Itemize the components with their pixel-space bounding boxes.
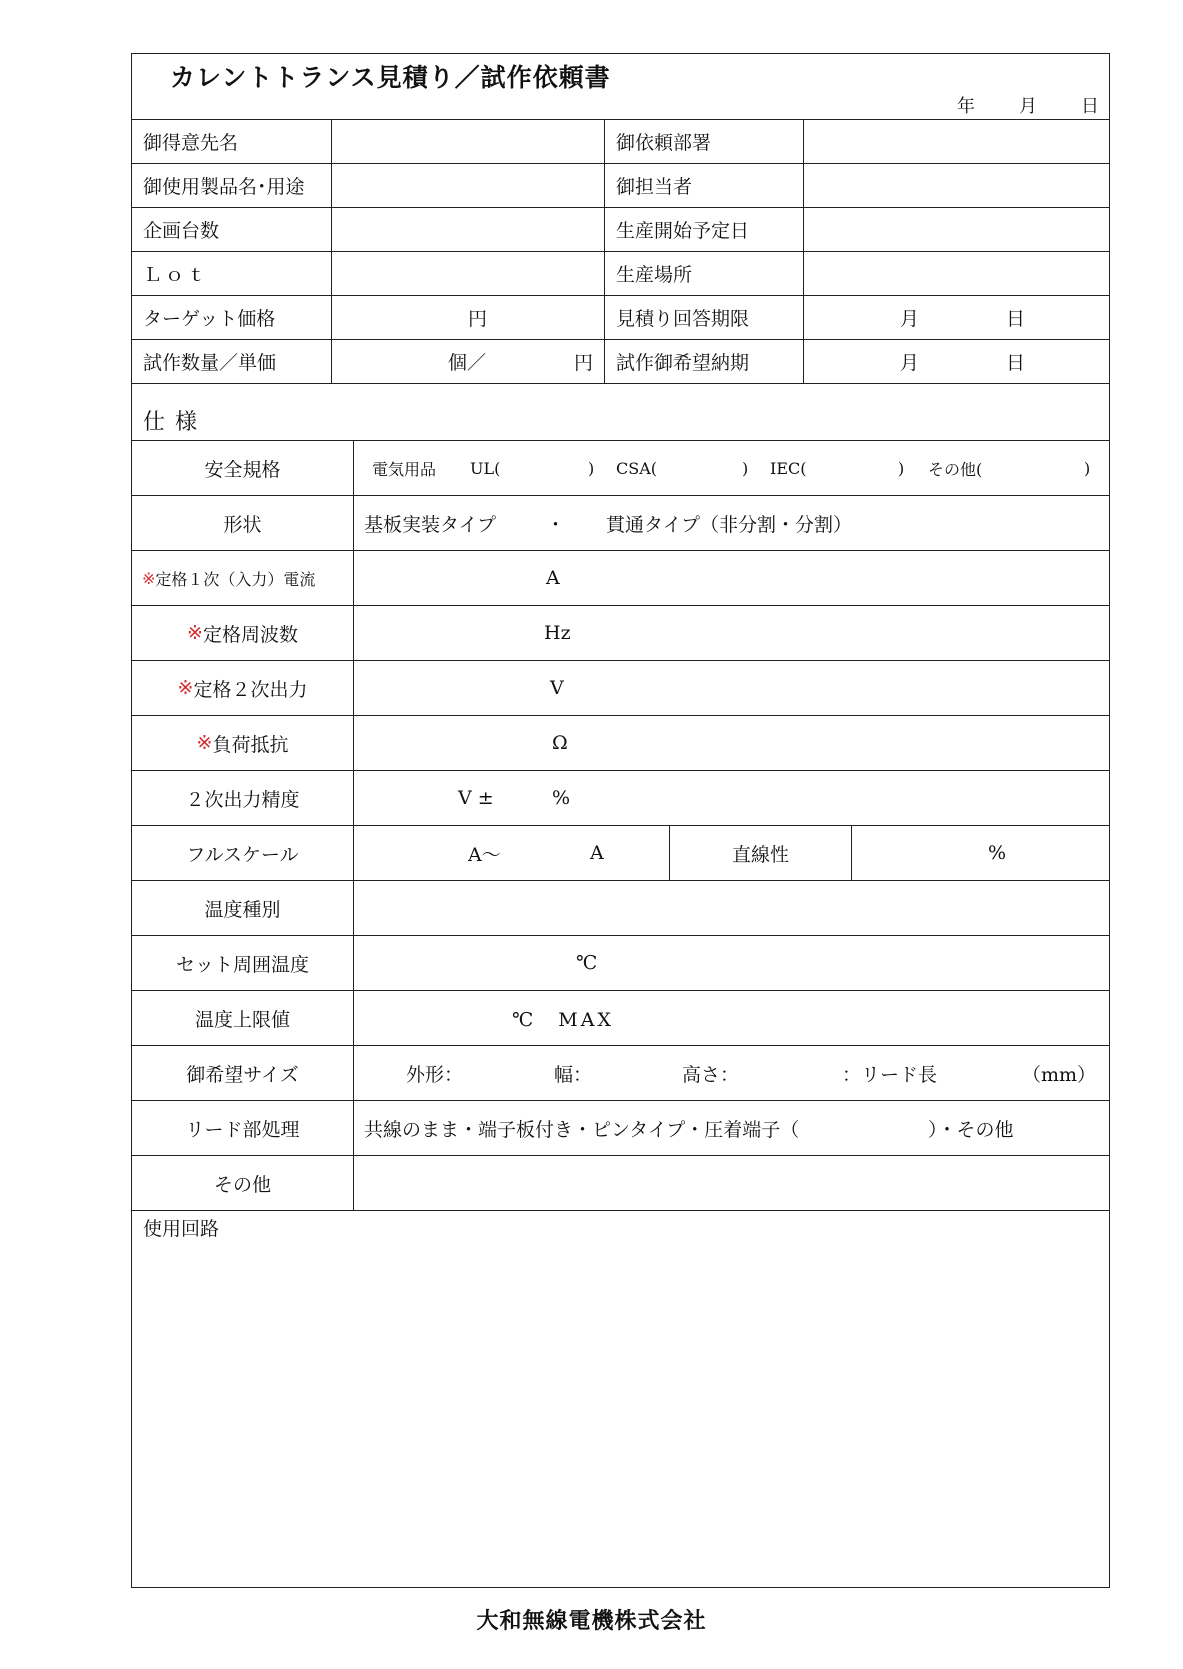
- date-field[interactable]: [957, 92, 1099, 118]
- input-temp-limit[interactable]: [353, 991, 1109, 1045]
- label-temp-limit: 温度上限値: [194, 1008, 290, 1031]
- size-lead-length: ：リード長: [842, 1063, 938, 1086]
- secondary-output-unit: V: [550, 677, 564, 699]
- safety-csa-close: ): [742, 458, 749, 478]
- safety-other-close: ): [1084, 458, 1091, 478]
- label-target-price: ターゲット価格: [143, 308, 276, 330]
- label-product: 御使用製品名･用途: [143, 176, 305, 198]
- spec-row-accuracy: [132, 771, 1109, 826]
- label-dept: 御依頼部署: [604, 120, 803, 163]
- spec-row-safety: [132, 441, 1109, 496]
- quote-day: 日: [1006, 308, 1026, 330]
- primary-current-label-text: 定格１次（入力）電流: [155, 569, 316, 589]
- size-width: 幅：: [554, 1063, 593, 1086]
- label-lot: Ｌｏｔ: [143, 264, 210, 286]
- input-linearity[interactable]: [851, 826, 1109, 880]
- safety-iec-close: ): [898, 458, 905, 478]
- info-row-price: [132, 296, 1109, 340]
- label-full-scale: フルスケール: [186, 843, 299, 866]
- input-person[interactable]: [803, 164, 1109, 207]
- input-customer[interactable]: [331, 120, 604, 163]
- target-price-unit: 円: [468, 308, 488, 330]
- spec-row-lead: [132, 1101, 1109, 1156]
- form-title: カレントトランス見積り／試作依頼書: [170, 63, 611, 92]
- label-size: 御希望サイズ: [186, 1063, 299, 1086]
- delivery-day: 日: [1006, 352, 1026, 374]
- info-row-proto: [132, 340, 1109, 384]
- input-temp-class[interactable]: [353, 881, 1109, 935]
- label-quote-deadline: 見積り回答期限: [604, 296, 803, 339]
- label-frequency: [132, 606, 353, 660]
- safety-iec: IEC(: [770, 458, 807, 478]
- input-lead[interactable]: [353, 1101, 1109, 1155]
- input-other[interactable]: [353, 1156, 1109, 1210]
- size-height: 高さ：: [682, 1063, 740, 1086]
- date-month: 月: [1019, 96, 1037, 117]
- full-scale-unit-from: A～: [468, 843, 501, 866]
- spec-row-other: [132, 1156, 1109, 1211]
- spec-row-frequency: [132, 606, 1109, 661]
- proto-price-unit: 円: [574, 352, 594, 374]
- delivery-month: 月: [900, 352, 920, 374]
- primary-current-unit: A: [546, 567, 560, 589]
- input-load-resistance[interactable]: [353, 716, 1109, 770]
- size-outer: 外形：: [406, 1063, 464, 1086]
- lead-options: 共線のまま・端子板付き・ピンタイプ・圧着端子（: [364, 1118, 800, 1141]
- company-name: 大和無線電機株式会社: [476, 1609, 707, 1634]
- spec-title: 仕様: [143, 410, 208, 435]
- form-header: [132, 54, 1109, 120]
- circuit-label: 使用回路: [143, 1218, 220, 1240]
- label-proto-delivery: 試作御希望納期: [604, 340, 803, 383]
- full-scale-unit-to: A: [590, 842, 604, 864]
- linearity-unit: %: [988, 842, 1007, 864]
- label-secondary-output: [132, 661, 353, 715]
- input-quote-deadline[interactable]: [803, 296, 1109, 339]
- label-accuracy: ２次出力精度: [185, 788, 300, 811]
- shape-board-mount[interactable]: 基板実装タイプ: [364, 513, 497, 536]
- circuit-area[interactable]: [132, 1210, 1109, 1587]
- input-production-place[interactable]: [803, 252, 1109, 295]
- label-production-start: 生産開始予定日: [604, 208, 803, 251]
- label-other: その他: [213, 1173, 271, 1196]
- label-shape: 形状: [223, 513, 262, 536]
- input-accuracy[interactable]: [353, 771, 1109, 825]
- label-safety: 安全規格: [204, 458, 281, 481]
- safety-ul: UL(: [470, 458, 501, 478]
- input-planned-units[interactable]: [331, 208, 604, 251]
- required-mark: ※: [187, 622, 203, 644]
- input-lot[interactable]: [331, 252, 604, 295]
- label-planned-units: 企画台数: [143, 220, 220, 242]
- spec-row-load-resistance: [132, 716, 1109, 771]
- info-row-customer: [132, 120, 1109, 164]
- input-secondary-output[interactable]: [353, 661, 1109, 715]
- input-full-scale[interactable]: [353, 826, 669, 880]
- proto-qty-unit: 個／: [448, 352, 487, 374]
- info-row-product: [132, 164, 1109, 208]
- label-customer: 御得意先名: [143, 132, 239, 154]
- input-target-price[interactable]: [331, 296, 604, 339]
- input-ambient-temp[interactable]: [353, 936, 1109, 990]
- label-person: 御担当者: [604, 164, 803, 207]
- safety-elec: 電気用品: [372, 459, 437, 479]
- info-row-lot: [132, 252, 1109, 296]
- spec-row-primary-current: [132, 551, 1109, 606]
- spec-row-shape: [132, 496, 1109, 551]
- frequency-unit: Hz: [544, 622, 571, 644]
- input-shape[interactable]: [353, 496, 1109, 550]
- safety-ul-close: ): [588, 458, 595, 478]
- accuracy-unit-percent: %: [552, 787, 571, 809]
- spec-row-size: [132, 1046, 1109, 1101]
- spec-row-full-scale: [132, 826, 1109, 881]
- temp-limit-unit: ℃ MAX: [512, 1008, 614, 1031]
- shape-separator: ・: [546, 513, 566, 536]
- input-size[interactable]: [353, 1046, 1109, 1100]
- input-dept[interactable]: [803, 120, 1109, 163]
- quote-month: 月: [900, 308, 920, 330]
- required-mark: ※: [177, 677, 194, 699]
- secondary-output-label-text: 定格２次出力: [193, 678, 308, 701]
- label-ambient-temp: セット周囲温度: [175, 953, 309, 976]
- shape-through-type[interactable]: 貫通タイプ（非分割・分割）: [606, 513, 853, 536]
- input-proto-delivery[interactable]: [803, 340, 1109, 383]
- label-proto-qty: 試作数量／単価: [143, 352, 277, 374]
- input-frequency[interactable]: [353, 606, 1109, 660]
- accuracy-unit-v: V ±: [458, 787, 494, 809]
- label-load-resistance: [132, 716, 353, 770]
- input-proto-qty[interactable]: [331, 340, 604, 383]
- safety-csa: CSA(: [616, 458, 657, 478]
- spec-row-temp-class: [132, 881, 1109, 936]
- label-temp-class: 温度種別: [204, 898, 281, 921]
- request-form: [131, 53, 1110, 1588]
- required-mark: ※: [196, 732, 213, 754]
- spec-section-heading: [132, 385, 1109, 441]
- size-unit: （mm）: [1022, 1063, 1097, 1086]
- label-linearity: 直線性: [669, 826, 851, 880]
- safety-other: その他(: [928, 459, 983, 479]
- input-safety[interactable]: [353, 441, 1109, 495]
- date-year: 年: [957, 96, 975, 117]
- spec-row-ambient-temp: [132, 936, 1109, 991]
- input-production-start[interactable]: [803, 208, 1109, 251]
- lead-options-close: ）・その他: [928, 1118, 1014, 1141]
- input-primary-current[interactable]: [353, 551, 1109, 605]
- ambient-temp-unit: ℃: [576, 952, 598, 974]
- load-resistance-unit: Ω: [552, 732, 568, 754]
- label-primary-current: [132, 551, 353, 605]
- info-row-units: [132, 208, 1109, 252]
- load-resistance-label-text: 負荷抵抗: [212, 733, 289, 756]
- required-mark: ※: [142, 568, 156, 588]
- label-production-place: 生産場所: [604, 252, 803, 295]
- frequency-label-text: 定格周波数: [202, 623, 298, 646]
- spec-row-secondary-output: [132, 661, 1109, 716]
- input-product[interactable]: [331, 164, 604, 207]
- spec-row-temp-limit: [132, 991, 1109, 1046]
- date-day: 日: [1081, 96, 1099, 117]
- label-lead: リード部処理: [185, 1118, 300, 1141]
